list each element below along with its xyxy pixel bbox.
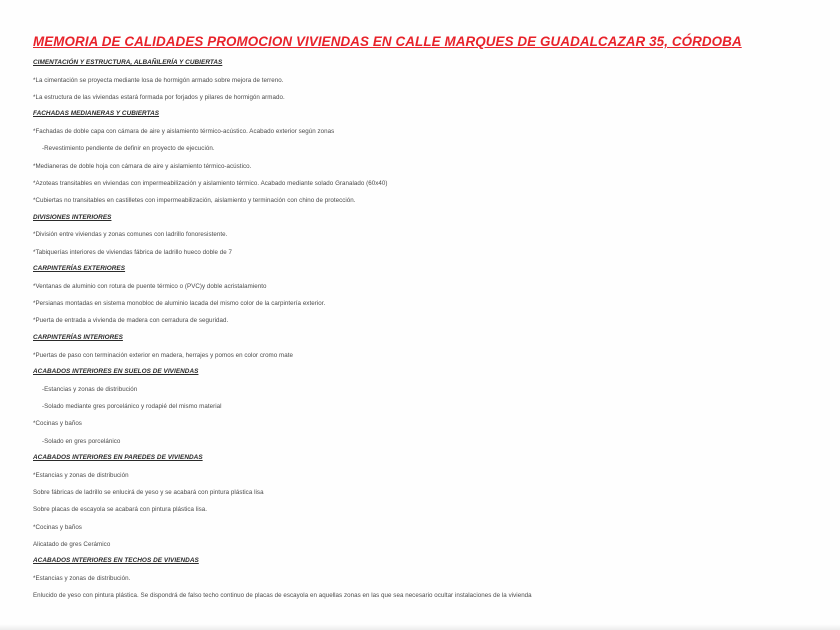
body-line: Enlucido de yeso con pintura plástica. Se dispondrá de falso techo continuo de placas de escayola en aquellas zonas en las que sea necesario ocultar instalaciones de la vivienda: [33, 592, 532, 600]
section-heading: CIMENTACIÓN Y ESTRUCTURA, ALBAÑILERÍA Y CUBIERTAS: [33, 59, 223, 66]
body-line: *División entre viviendas y zonas comunes con ladrillo fonoresistente.: [33, 231, 228, 239]
body-line: *Cocinas y baños: [33, 420, 82, 428]
scan-edge-shadow: [0, 624, 840, 630]
section-heading: CARPINTERÍAS EXTERIORES: [33, 265, 126, 273]
body-line: *Tabiquerías interiores de viviendas fábrica de ladrillo hueco doble de 7: [33, 248, 233, 256]
section-heading: CARPINTERÍAS INTERIORES: [33, 333, 123, 341]
section-heading: ACABADOS INTERIORES EN TECHOS DE VIVIENDAS: [33, 557, 199, 565]
body-line: *Azoteas transitables en viviendas con impermeabilización y aislamiento térmico. Acabado mediante solado Granalado (60x40): [33, 180, 388, 188]
body-line: -Estancias y zonas de distribución: [42, 385, 138, 393]
body-line: Sobre placas de escayola se acabará con pintura plástica lisa.: [33, 506, 208, 514]
body-line: *Estancias y zonas de distribución: [33, 471, 129, 479]
document-title: MEMORIA DE CALIDADES PROMOCION VIVIENDAS EN CALLE MARQUES DE GUADALCAZAR 35, CÓRDOBA: [33, 34, 742, 49]
body-line: *La estructura de las viviendas estará formada por forjados y pilares de hormigón armado.: [33, 94, 285, 102]
body-line: *Cubiertas no transitables en castilletes con impermeabilización, aislamiento y terminación con chino de protección.: [33, 197, 356, 205]
body-line: *Medianeras de doble hoja con cámara de aire y aislamiento térmico-acústico.: [33, 162, 252, 170]
body-line: *Puerta de entrada a vivienda de madera con cerradura de seguridad.: [33, 317, 229, 325]
body-line: *Puertas de paso con terminación exterior en madera, herrajes y pomos en color cromo mate: [33, 351, 293, 359]
body-line: *Estancias y zonas de distribución.: [33, 574, 131, 582]
body-line: *Ventanas de aluminio con rotura de puente térmico o (PVC)y doble acristalamiento: [33, 282, 267, 290]
section-heading: ACABADOS INTERIORES EN PAREDES DE VIVIENDAS: [33, 453, 203, 461]
body-line: *La cimentación se proyecta mediante losa de hormigón armado sobre mejora de terreno.: [33, 76, 284, 84]
body-line: -Solado mediante gres porcelánico y rodapié del mismo material: [42, 402, 222, 410]
body-line: *Cocinas y baños: [33, 523, 82, 531]
body-line: Sobre fábricas de ladrillo se enlucirá de yeso y se acabará con pintura plástica lisa: [33, 488, 264, 496]
section-heading: ACABADOS INTERIORES EN SUELOS DE VIVIENDAS: [33, 367, 199, 375]
body-line: *Persianas montadas en sistema monobloc de aluminio lacada del mismo color de la carpintería exterior.: [33, 300, 326, 308]
body-line: Alicatado de gres Cerámico: [33, 540, 111, 548]
section-heading: FACHADAS MEDIANERAS Y CUBIERTAS: [33, 110, 160, 118]
body-line: -Revestimiento pendiente de definir en proyecto de ejecución.: [42, 145, 215, 153]
section-heading: DIVISIONES INTERIORES: [33, 213, 112, 221]
body-line: *Fachadas de doble capa con cámara de aire y aislamiento térmico-acústico. Acabado exterior según zonas: [33, 128, 335, 136]
document-body: [33, 55, 813, 605]
body-line: -Solado en gres porcelánico: [42, 437, 121, 445]
